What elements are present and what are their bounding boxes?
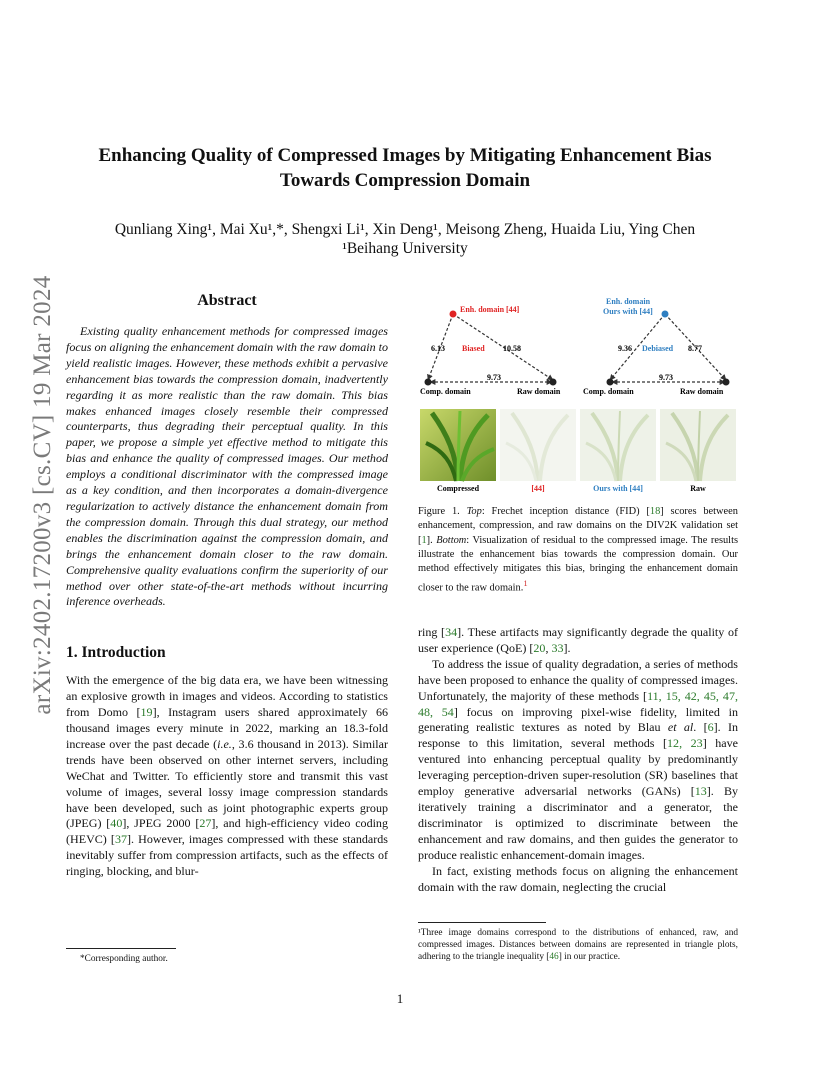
biased-triangle [420, 305, 561, 396]
introduction-heading: 1. Introduction [66, 644, 166, 662]
right-footnote [418, 922, 738, 963]
abstract-text: Existing quality enhancement methods for compressed images focus on aligning the enhancement domain with the raw domain to yield realistic images. However, these methods exhibit a pervasive enhancement bias towards the compression domain, inadvertently regarding it as more realistic than the raw domain. This bias makes enhanced images closely resemble their compressed counterparts, thus degrading their perceptual quality. In this paper, we propose a simple yet effective method to mitigate this bias and enhance the quality of compressed images. Our method employs a conditional discriminator with the compressed image as a key condition, and then incorporates a domain-divergence regularization to actively distance the enhancement domain from the compression domain. Through this dual strategy, our method enables the discrimination against the compression domain, and brings the enhancement domain closer to the raw domain. Comprehensive quality evaluations confirm the superiority of our method over other state-of-the-art methods without incurring inference overheads. [66, 324, 388, 609]
right-edge-value: 8.77 [688, 344, 702, 353]
residual-44-image [500, 409, 576, 481]
right-edge-value: 10.58 [503, 344, 521, 353]
comp-domain-dot [607, 379, 614, 386]
debiased-label: Debiased [642, 344, 674, 353]
right-paragraph-3: In fact, existing methods focus on aligning the enhancement domain with the raw domain, neglecting the crucial [418, 863, 738, 894]
citation-link[interactable]: 12, 23 [667, 736, 703, 751]
abstract-heading: Abstract [197, 292, 257, 309]
figure-label: Figure 1. [418, 506, 460, 517]
affiliation: ¹Beihang University [342, 240, 468, 257]
footnote-rule [418, 922, 546, 923]
footnote-rule [66, 948, 176, 949]
citation-link[interactable]: 11, 15, 42, 45, 47, 48, 54 [418, 688, 738, 719]
citation-link[interactable]: 46 [549, 952, 559, 962]
residual-ours-image [580, 409, 656, 481]
left-edge-value: 6.13 [431, 344, 445, 353]
raw-domain-label: Raw domain [680, 387, 724, 396]
citation-link[interactable]: 13 [694, 784, 707, 799]
citation-link[interactable]: 40 [110, 816, 123, 831]
citation-link[interactable]: 37 [114, 832, 127, 847]
arxiv-id: arXiv:2402.17200v3 [cs.CV] 19 Mar 2024 [29, 275, 56, 715]
raw-domain-label: Raw domain [517, 387, 561, 396]
enh-domain-label: Enh. domain [606, 297, 651, 306]
ours-label: Ours with [44] [603, 307, 653, 316]
citation-link[interactable]: 33 [551, 640, 564, 655]
residual-raw-image [660, 409, 736, 481]
author-list: Qunliang Xing¹, Mai Xu¹,*, Shengxi Li¹, Xin Deng¹, Meisong Zheng, Huaida Liu, Ying Chen [114, 221, 696, 238]
image-label-44: [44] [531, 484, 545, 493]
debiased-triangle [583, 297, 730, 396]
image-label-compressed: Compressed [436, 484, 480, 493]
image-label-ours: Ours with [44] [593, 484, 643, 493]
citation-link[interactable]: 1 [421, 534, 427, 546]
paper-title [60, 143, 750, 193]
citation-link[interactable]: 19 [140, 705, 153, 720]
raw-domain-dot [723, 379, 730, 386]
left-footnote [66, 948, 388, 965]
right-paragraph-2: To address the issue of quality degradation, a series of methods have been proposed to enhance the quality of compressed images. Unfortunately, the majority of these methods [11, 15, 42, 45, 47, 48, 54] focus on improving pixel-wise fidelity, limited in generating realistic textures as noted by Blau et al. [6]. In response to this limitation, several methods [12, 23] have ventured into enhancing perceptual quality by predominantly leveraging perception-driven super-resolution (SR) baselines that employ generative adversarial networks (GANs) [13]. By iteratively training a discriminator and a generator, the discriminator is optimized to discriminate between the enhancement and raw domains, and then guides the generator to produce realistic enhancement-domain images. [418, 656, 739, 862]
raw-domain-dot [550, 379, 557, 386]
authors-block [60, 220, 750, 258]
citation-link[interactable]: 27 [199, 816, 212, 831]
image-label-raw: Raw [690, 484, 706, 493]
right-paragraph-1: ring [34]. These artifacts may significantly degrade the quality of user experience (QoE) [20, 33]. [418, 625, 738, 655]
figure-triangle-plots [418, 294, 738, 404]
enh-domain-label: Enh. domain [44] [460, 305, 520, 314]
intro-paragraph-1: With the emergence of the big data era, we have been witnessing an explosive growth in images and videos. According to statistics from Domo [19], Instagram users shared approximately 66 thousand images every minute in 2022, marking an 18.3-fold increase over the past decade (i.e., 3.6 thousand in 2013). Similar trends have been observed on other internet servers, including WeChat and Twitter. To efficiently store and transmit this vast volume of images, several lossy image compression standards have been developed, such as joint photographic experts group (JPEG) [40], JPEG 2000 [27], and high-efficiency video coding (HEVC) [37]. However, images compressed with these standards inevitably suffer from compression artifacts, such as the effects of ringing, blocking, and blur- [66, 673, 388, 879]
citation-link[interactable]: 6 [707, 720, 714, 735]
left-column [66, 292, 388, 880]
title-line-2: Towards Compression Domain [279, 170, 531, 191]
bottom-edge-value: 9.73 [659, 373, 673, 382]
biased-label: Biased [462, 344, 485, 353]
figure-caption: Figure 1. Top: Frechet inception distance (FID) [18] scores between enhancement, compression, and raw domains on the DIV2K validation set [1]. Bottom: Visualization of residual to the compressed image. The results illustrate the enhancement bias towards the compression domain. Our method effectively mitigates this bias, bringing the enhancement domain closer to the raw domain.$^1$ [418, 506, 739, 594]
domain-footnote: ¹Three image domains correspond to the distributions of enhanced, raw, and compressed images. Distances between domains are represented in triangle plots, adhering to the triangle inequality [46] in our practice. [418, 928, 738, 962]
title-line-1: Enhancing Quality of Compressed Images by Mitigating Enhancement Bias [98, 145, 712, 166]
citation-link[interactable]: 18 [649, 506, 661, 517]
enh-domain-dot [662, 311, 669, 318]
comp-domain-label: Comp. domain [420, 387, 471, 396]
bottom-edge-value: 9.73 [487, 373, 501, 382]
footnote-mark[interactable]: 1 [523, 578, 528, 589]
compressed-image [420, 409, 496, 481]
enh-domain-dot [450, 311, 457, 318]
citation-link[interactable]: 20 [533, 640, 546, 655]
corresponding-author-note: *Corresponding author. [80, 954, 168, 964]
figure-residual-images [418, 405, 738, 495]
comp-domain-label: Comp. domain [583, 387, 634, 396]
right-column-text [418, 625, 738, 895]
comp-domain-dot [425, 379, 432, 386]
page-number: 1 [396, 991, 404, 1006]
citation-link[interactable]: 34 [445, 625, 458, 639]
left-edge-value: 9.36 [618, 344, 632, 353]
